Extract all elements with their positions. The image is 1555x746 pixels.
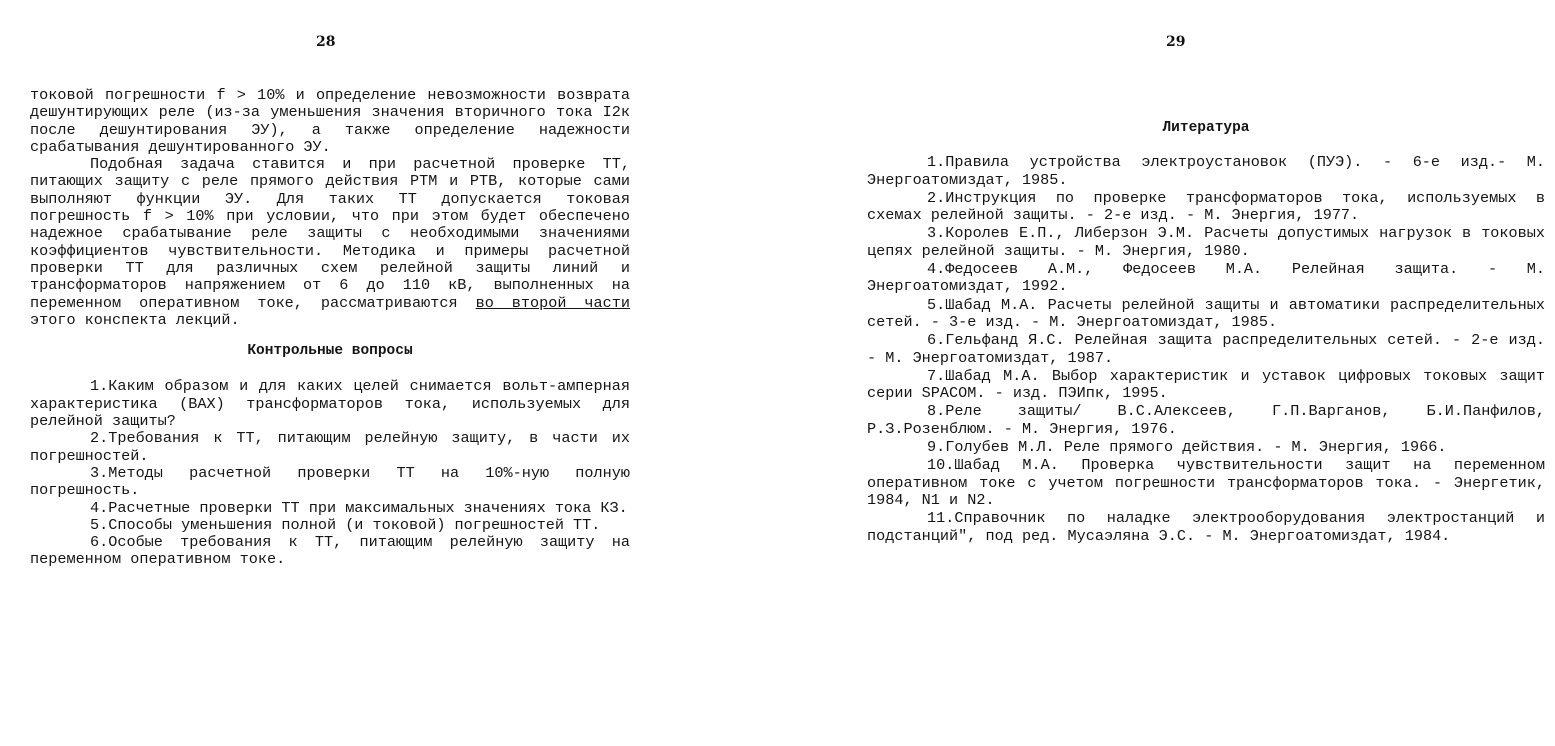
references-heading: Литература (1162, 120, 1250, 136)
paragraph-2-tail: этого конспекта лекций. (30, 310, 240, 329)
reference-item: 4.Федосеев А.М., Федосеев М.А. Релейная защита. - М. Энергоатомиздат, 1992. (867, 260, 1545, 296)
page-number: 29 (1166, 34, 1186, 50)
reference-item: 9.Голубев М.Л. Реле прямого действия. - М. Энергия, 1966. (927, 438, 1447, 457)
question-item: 2.Требования к ТТ, питающим релейную защиту, в части их погрешностей. (30, 429, 630, 465)
question-item: 1.Каким образом и для каких целей снимается вольт-амперная характеристика (ВАХ) трансформаторов тока, используемых для релейной защиты? (30, 377, 630, 431)
reference-item: 7.Шабад М.А. Выбор характеристик и уставок цифровых токовых защит серии SPACOM. - изд. ПЭИпк, 1995. (867, 366, 1545, 403)
questions-heading: Контрольные вопросы (247, 343, 413, 360)
reference-item: 5.Шабад М.А. Расчеты релейной защиты и автоматики распределительных сетей. - 3-е изд. - М. Энергоатомиздат, 1985. (867, 295, 1545, 331)
reference-item: 3.Королев Е.П., Либерзон Э.М. Расчеты допустимых нагрузок в токовых цепях релейной защиты. - М. Энергия, 1980. (867, 224, 1545, 260)
left-page-text (30, 87, 630, 569)
page-number: 28 (316, 34, 336, 50)
cross-reference-link[interactable]: во второй части (475, 293, 631, 312)
reference-item: 10.Шабад М.А. Проверка чувствительности защит на переменном оперативном токе с учетом погрешности трансформаторов тока. - Энергетик, 1984, N1 и N2. (867, 456, 1545, 509)
intro-paragraph: токовой погрешности f > 10% и определение невозможности возврата дешунтирующих реле (из-за уменьшения значения вторичного тока I2к после дешунтирования ЭУ), а также определение надежности срабатывания дешунтированного ЭУ. (30, 86, 630, 156)
right-page-text (867, 120, 1545, 546)
right-page (780, 0, 1555, 746)
question-item: 6.Особые требования к ТТ, питающим релейную защиту на переменном оперативном токе. (30, 533, 630, 569)
paragraph-2 (30, 156, 630, 329)
reference-item: 1.Правила устройства электроустановок (ПУЭ). - 6-е изд.- М. Энергоатомиздат, 1985. (867, 153, 1545, 189)
reference-item: 2.Инструкция по проверке трансформаторов тока, используемых в схемах релейной защиты. - 2-е изд. - М. Энергия, 1977. (867, 188, 1545, 225)
left-page (0, 0, 760, 746)
paragraph-2-text: Подобная задача ставится и при расчетной проверке ТТ, питающих защиту с реле прямого действия РТМ и РТВ, которые сами выполняют функции ЭУ. Для таких ТТ допускается токовая погрешность f > 10% при условии, что при этом будет обеспечено надежное срабатывание реле защиты с необходимыми значениями коэффициентов чувствительности. Методика и примеры расчетной проверки ТТ для различных схем релейной защиты линий и трансформаторов напряжением от 6 до 110 кВ, выполненных на переменном оперативном токе, рассматриваются (30, 155, 630, 312)
question-item: 4.Расчетные проверки ТТ при максимальных значениях тока КЗ. (90, 498, 628, 517)
reference-item: 6.Гельфанд Я.С. Релейная защита распределительных сетей. - 2-е изд. - М. Энергоатомиздат, 1987. (867, 331, 1545, 367)
question-item: 3.Методы расчетной проверки ТТ на 10%-ную полную погрешность. (30, 463, 630, 500)
reference-item: 11.Справочник по наладке электрооборудования электростанций и подстанций", под ред. Мусаэляна Э.С. - М. Энергоатомиздат, 1984. (867, 509, 1545, 545)
reference-item: 8.Реле защиты/ В.С.Алексеев, Г.П.Варганов, Б.И.Панфилов, Р.З.Розенблюм. - М. Энергия, 1976. (867, 402, 1545, 438)
question-item: 5.Способы уменьшения полной (и токовой) погрешностей ТТ. (90, 515, 601, 534)
